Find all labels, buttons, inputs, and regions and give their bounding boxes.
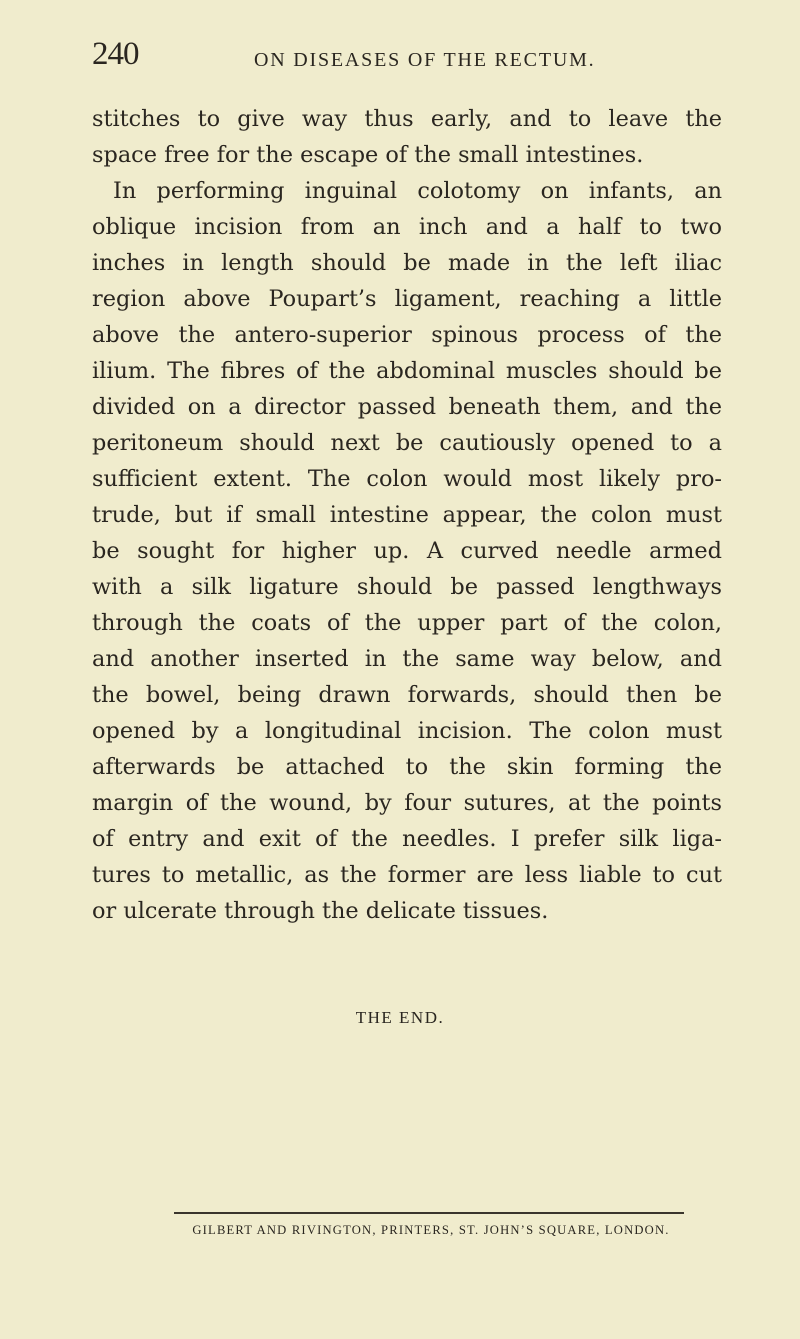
text-line: and another inserted in the same way below, and (92, 646, 722, 672)
text-line: In performing inguinal colotomy on infants, an (113, 178, 722, 204)
end-mark: THE END. (355, 1008, 445, 1027)
text-line: space free for the escape of the small intestines. (92, 142, 644, 168)
text-line: with a silk ligature should be passed lengthways (92, 574, 722, 600)
imprint-rule (174, 1212, 684, 1214)
text-line: afterwards be attached to the skin forming the (92, 754, 722, 780)
text-line: sufficient extent. The colon would most likely pro- (92, 466, 722, 492)
text-line: be sought for higher up. A curved needle armed (92, 538, 722, 564)
running-head (92, 34, 722, 84)
text-line: the bowel, being drawn forwards, should then be (92, 682, 722, 708)
text-line: above the antero-superior spinous process of the (92, 322, 722, 348)
running-title: ON DISEASES OF THE RECTUM. (254, 49, 596, 71)
text-line: through the coats of the upper part of the colon, (92, 610, 722, 636)
printer-imprint: GILBERT AND RIVINGTON, PRINTERS, ST. JOHN’S SQUARE, LONDON. (192, 1223, 670, 1237)
body-text (92, 101, 722, 929)
text-line: margin of the wound, by four sutures, at the points (92, 790, 722, 816)
text-line: trude, but if small intestine appear, the colon must (92, 502, 722, 528)
text-line: stitches to give way thus early, and to leave the (92, 106, 722, 132)
text-line: oblique incision from an inch and a half to two (92, 214, 722, 240)
text-line: divided on a director passed beneath them, and the (92, 394, 722, 420)
text-line: or ulcerate through the delicate tissues. (92, 898, 549, 924)
page-number: 240 (92, 36, 139, 72)
text-line: opened by a longitudinal incision. The colon must (92, 718, 722, 744)
text-line: ilium. The fibres of the abdominal muscles should be (92, 358, 722, 384)
text-line: tures to metallic, as the former are less liable to cut (92, 862, 722, 888)
text-line: inches in length should be made in the left iliac (92, 250, 722, 276)
text-line: of entry and exit of the needles. I prefer silk liga- (92, 826, 722, 852)
text-line: region above Poupart’s ligament, reaching a little (92, 286, 722, 312)
text-line: peritoneum should next be cautiously opened to a (92, 430, 722, 456)
